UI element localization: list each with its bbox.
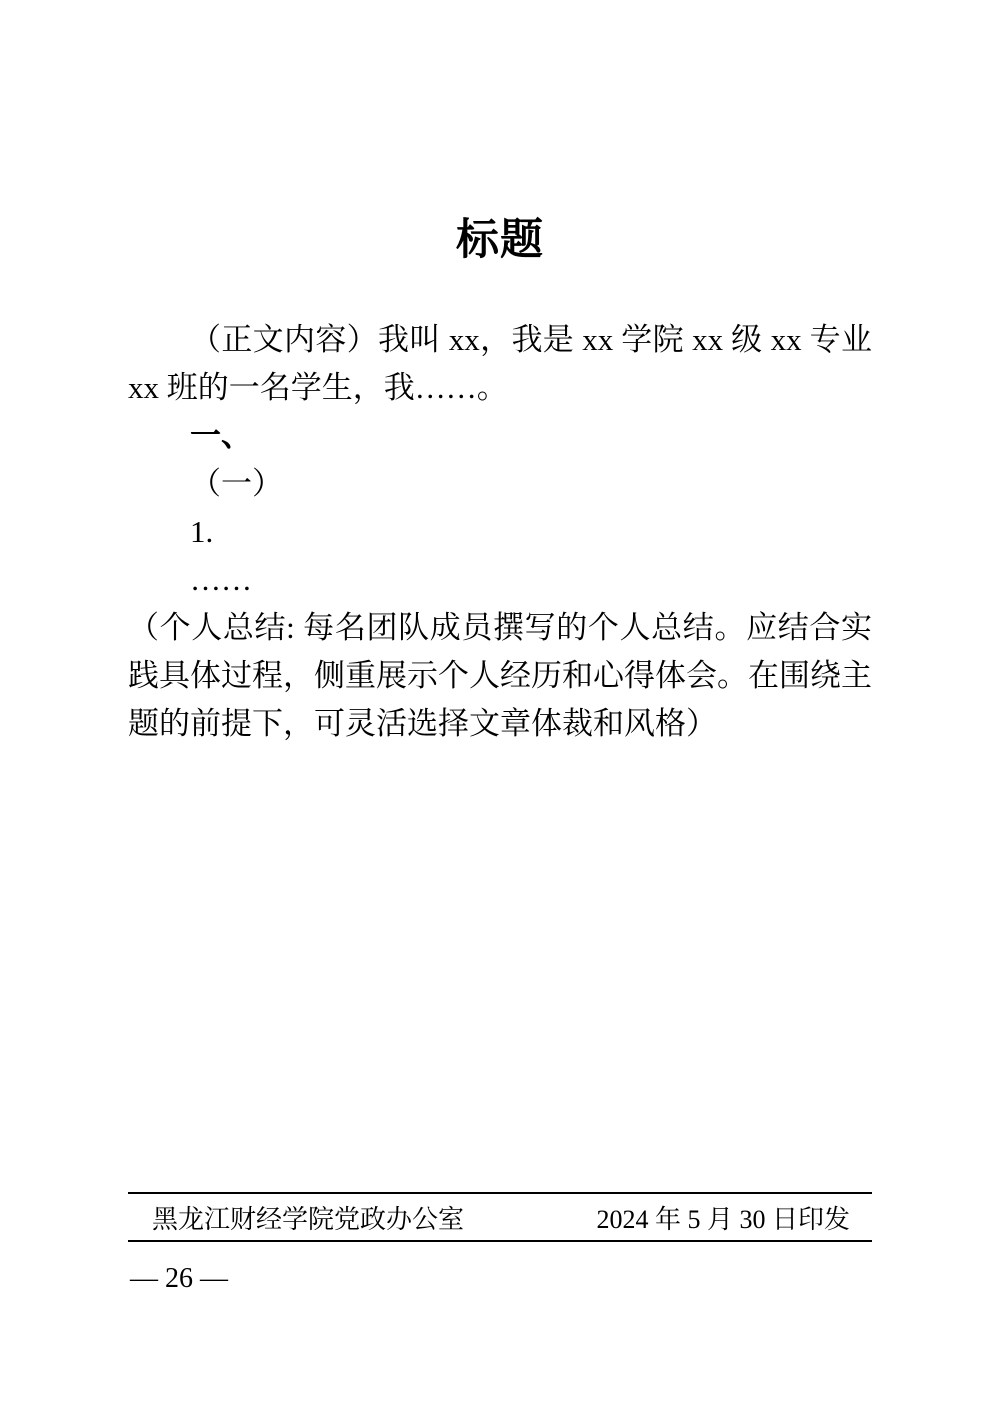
issuing-office: 黑龙江财经学院党政办公室 (152, 1204, 465, 1234)
document-body (128, 316, 872, 748)
page-title: 标题 (456, 217, 544, 264)
body-paragraph-intro: （正文内容）我叫 xx，我是 xx 学院 xx 级 xx 专业 xx 班的一名学生，我……。 (128, 322, 872, 405)
footer-colophon (128, 1192, 872, 1242)
ellipsis-line: …… (190, 562, 252, 597)
print-date: 2024 年 5 月 30 日印发 (596, 1204, 850, 1234)
heading-level-2: （一） (190, 466, 283, 501)
heading-level-1: 一、 (190, 418, 252, 453)
document-content (128, 210, 872, 748)
body-paragraph-note: （个人总结: 每名团队成员撰写的个人总结。应结合实践具体过程，侧重展示个人经历和心得体会。在围绕主题的前提下，可灵活选择文章体裁和风格） (128, 610, 872, 741)
numbered-item: 1. (190, 514, 214, 549)
page-number: — 26 — (130, 1263, 228, 1294)
